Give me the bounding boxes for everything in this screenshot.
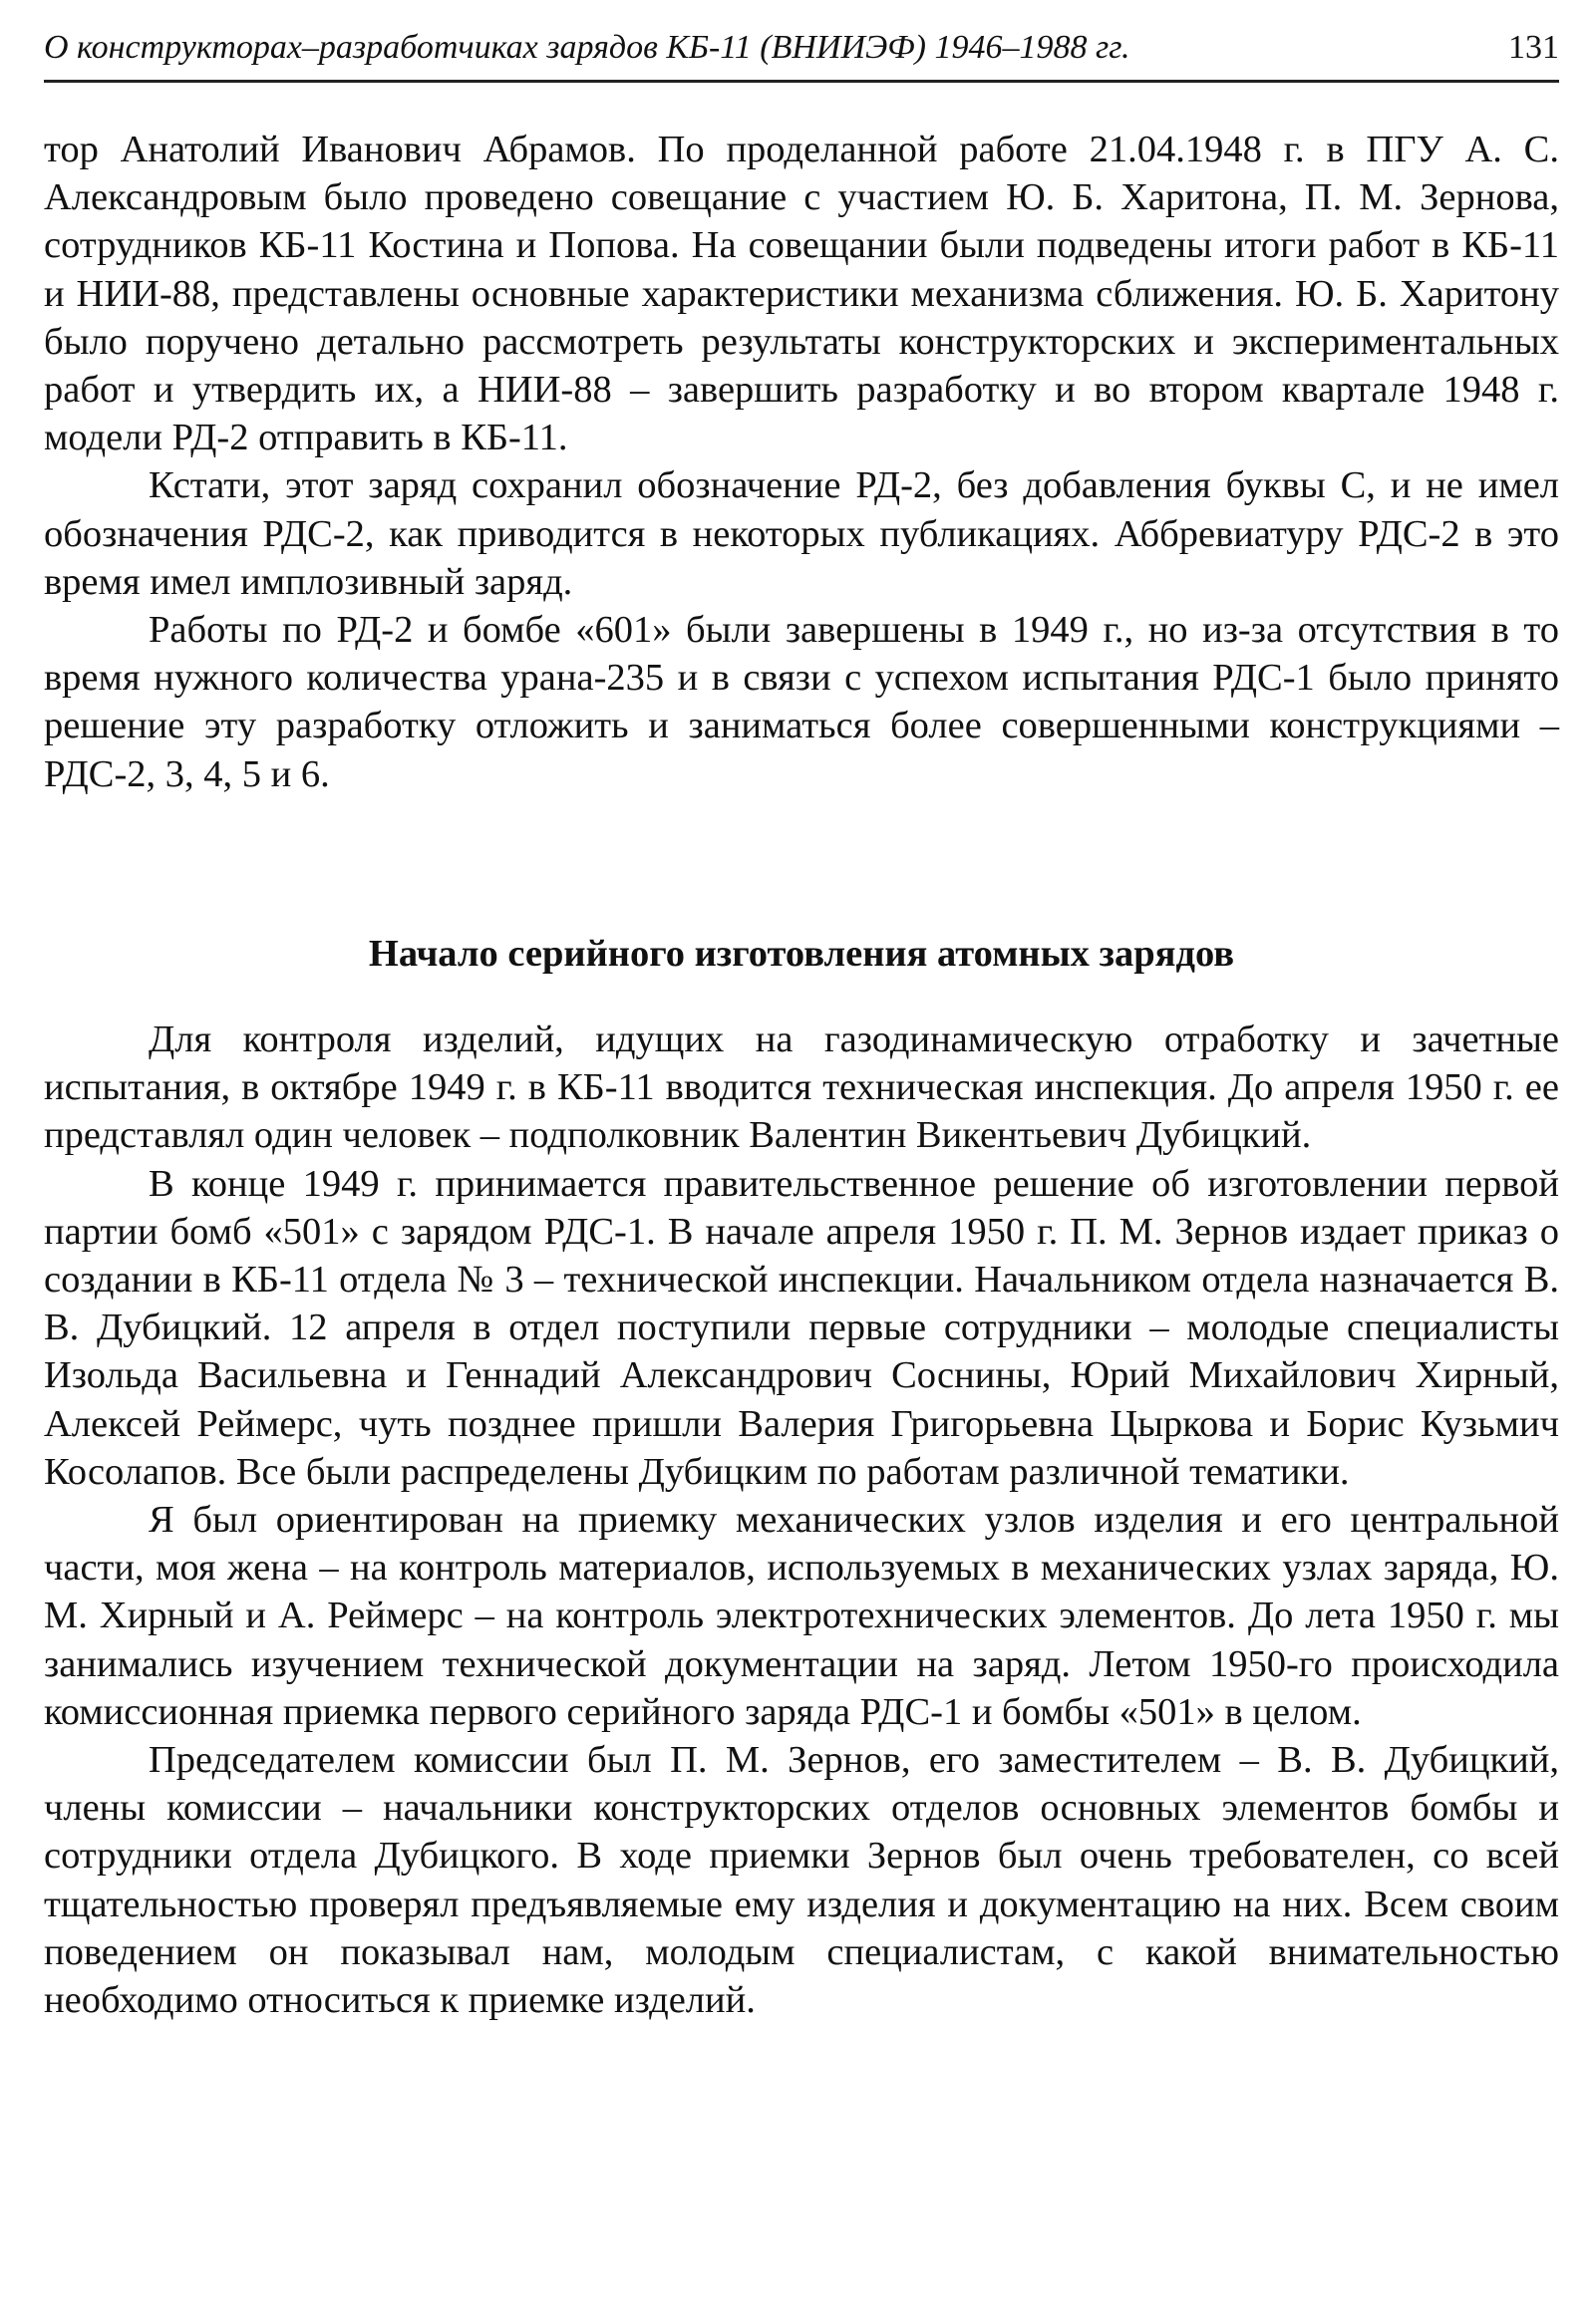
running-header [44, 26, 1559, 74]
header-rule [44, 80, 1559, 83]
paragraph: Для контроля изделий, идущих на газодинамическую отработку и зачетные испытания, в октябре 1949 г. в КБ-11 вводится техническая инспекция. До апреля 1950 г. ее представлял один человек – подполковник Валентин Викентьевич Дубицкий. [44, 1018, 1559, 1157]
paragraph: Председателем комиссии был П. М. Зернов, его заместителем – В. В. Дубицкий, члены комиссии – начальники конструкторских отделов основных элементов бомбы и сотрудники отдела Дубицкого. В ходе приемки Зернов был очень требователен, со всей тщательностью проверял предъявляемые ему изделия и документацию на них. Всем своим поведением он показывал нам, молодым специалистам, с какой внимательностью необходимо относиться к приемке изделий. [44, 1739, 1559, 2022]
page-number: 131 [1508, 29, 1559, 66]
paragraph: тор Анатолий Иванович Абрамов. По проделанной работе 21.04.1948 г. в ПГУ А. С. Александровым было проведено совещание с участием Ю. Б. Харитона, П. М. Зернова, сотрудников КБ-11 Костина и Попова. На совещании были подведены итоги работ в КБ-11 и НИИ-88, представлены основные характеристики механизма сближения. Ю. Б. Харитону было поручено детально рассмотреть результаты конструкторских и экспериментальных работ и утвердить их, а НИИ-88 – завершить разработку и во втором квартале 1948 г. модели РД-2 отправить в КБ-11. [44, 129, 1559, 459]
running-title: О конструкторах–разработчиках зарядов КБ-11 (ВНИИЭФ) 1946–1988 гг. [44, 29, 1130, 66]
paragraph: Я был ориентирован на приемку механических узлов изделия и его центральной части, моя жена – на контроль материалов, используемых в механических узлах заряда, Ю. М. Хирный и А. Реймерс – на контроль электротехнических элементов. До лета 1950 г. мы занимались изучением технической документации на заряд. Летом 1950-го происходила комиссионная приемка первого серийного заряда РДС-1 и бомбы «501» в целом. [44, 1499, 1559, 1733]
body-text-section [44, 1016, 1559, 2024]
paragraph: Работы по РД-2 и бомбе «601» были завершены в 1949 г., но из-за отсутствия в то время нужного количества урана-235 и в связи с успехом испытания РДС-1 было принято решение эту разработку отложить и заниматься более совершенными конструкциями – РДС-2, 3, 4, 5 и 6. [44, 609, 1559, 795]
section-heading: Начало серийного изготовления атомных зарядов [368, 933, 1235, 975]
paragraph: В конце 1949 г. принимается правительственное решение об изготовлении первой партии бомб «501» с зарядом РДС-1. В начале апреля 1950 г. П. М. Зернов издает приказ о создании в КБ-11 отдела № 3 – технической инспекции. Начальником отдела назначается В. В. Дубицкий. 12 апреля в отдел поступили первые сотрудники – молодые специалисты Изольда Васильевна и Геннадий Александрович Соснины, Юрий Михайлович Хирный, Алексей Реймерс, чуть позднее пришли Валерия Григорьевна Цыркова и Борис Кузьмич Косолапов. Все были распределены Дубицким по работам различной тематики. [44, 1162, 1559, 1493]
paragraph: Кстати, этот заряд сохранил обозначение РД-2, без добавления буквы С, и не имел обозначения РДС-2, как приводится в некоторых публикациях. Аббревиатуру РДС-2 в это время имел имплозивный заряд. [44, 464, 1559, 603]
body-text-top [44, 126, 1559, 798]
